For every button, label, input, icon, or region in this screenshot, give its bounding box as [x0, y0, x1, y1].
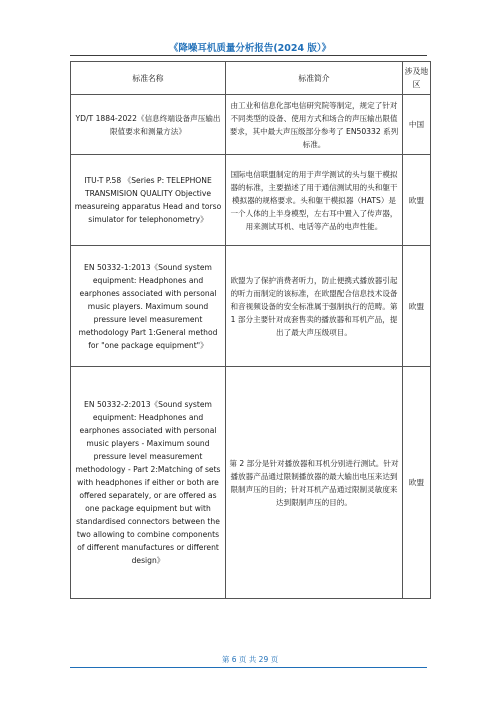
- table-header-row: [71, 62, 431, 95]
- footer-divider: [70, 667, 427, 668]
- standards-table: [70, 61, 431, 599]
- column-header-name: 标准名称: [71, 62, 226, 95]
- standard-intro: 欧盟为了保护消费者听力，防止便携式播放器引起的听力而制定的该标准，在欧盟配合信息技术设备和音视频设备的安全标准属于强制执行的范畴。第 1 部分主要针对成套售卖的播放器和耳机产品，提出了最大声压级项目。: [226, 246, 403, 367]
- standard-name: ITU-T P.58 《Series P: TELEPHONE TRANSMISION QUALITY Objective measureing apparatus Head and torso simulator for telephonometry》: [71, 155, 226, 246]
- column-header-intro: 标准简介: [226, 62, 403, 95]
- header-divider: [70, 55, 427, 56]
- standard-name: EN 50332-2:2013《Sound system equipment: Headphones and earphones associated with personal music players - Maximum sound pressure level measurement methodology - Part 2:Matching of sets with headphones if either or both are offered separately, or are offered as one package equipment but with standardised connectors between the two allowing to combine components of different manufactures or different design》: [71, 367, 226, 599]
- standard-intro: 第 2 部分是针对播放器和耳机分别进行测试。针对播放器产品通过限制播放器的最大输出电压来达到限制声压的目的；针对耳机产品通过限制灵敏度来达到限制声压的目的。: [226, 367, 403, 599]
- table-row: [71, 367, 431, 599]
- page-number: 第 6 页 共 29 页: [221, 655, 279, 664]
- table-row: [71, 246, 431, 367]
- standard-intro: 国际电信联盟制定的用于声学测试的头与躯干模拟器的标准，主要描述了用于通信测试用的头和躯干模拟器的规格要求。头和躯干模拟器（HATS）是一个人体的上半身模型，左右耳中置入了传声器，用来测试耳机、电话等产品的电声性能。: [226, 155, 403, 246]
- standard-region: 中国: [403, 95, 431, 155]
- column-header-region: 涉及地区: [403, 62, 431, 95]
- table-row: [71, 155, 431, 246]
- standard-intro: 由工业和信息化部电信研究院等制定，规定了针对不同类型的设备、使用方式和场合的声压输出限值要求，其中最大声压级部分参考了 EN50332 系列标准。: [226, 95, 403, 155]
- standard-name: EN 50332-1:2013《Sound system equipment: Headphones and earphones associated with personal music players. Maximum sound pressure level measurement methodology Part 1:General method for "one package equipment"》: [71, 246, 226, 367]
- standard-region: 欧盟: [403, 155, 431, 246]
- standard-name: YD/T 1884-2022《信息终端设备声压输出限值要求和测量方法》: [71, 95, 226, 155]
- report-title: 《降噪耳机质量分析报告(2024 版）》: [168, 43, 332, 54]
- standard-region: 欧盟: [403, 367, 431, 599]
- standard-region: 欧盟: [403, 246, 431, 367]
- table-row: [71, 95, 431, 155]
